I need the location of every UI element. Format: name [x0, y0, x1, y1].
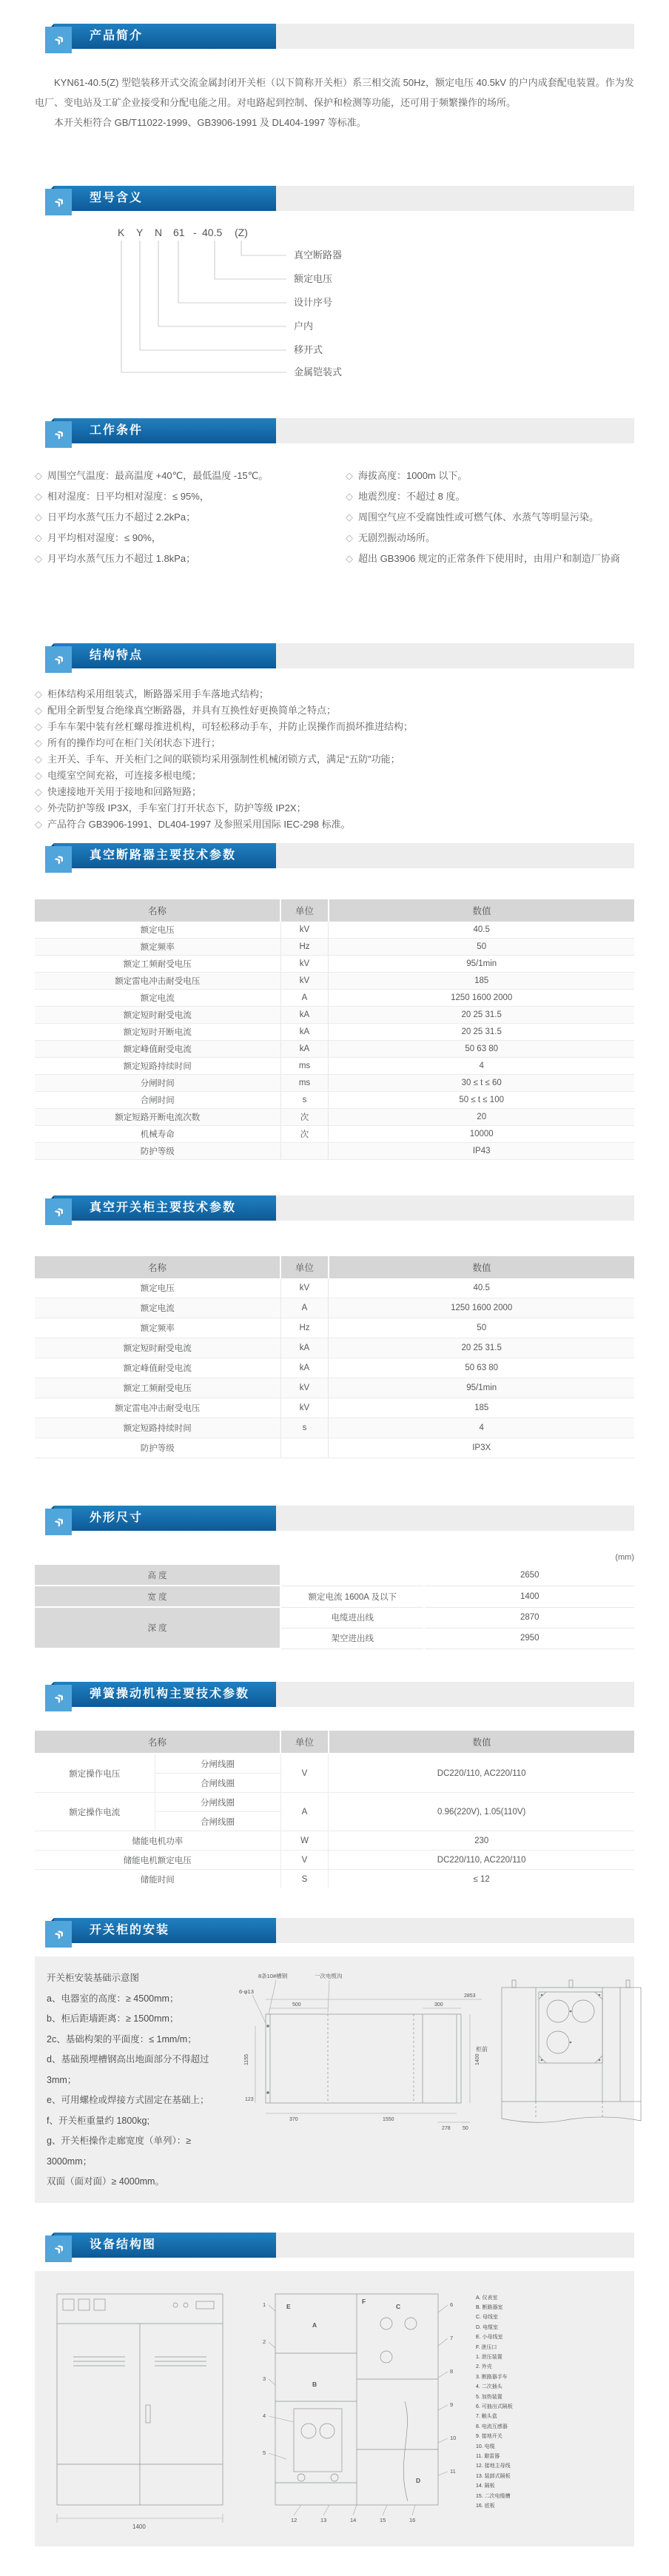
table-header-row	[35, 899, 634, 922]
svg-text:500: 500	[292, 2002, 301, 2008]
section-title-tail	[276, 1918, 634, 1943]
table-row: 额定频率 Hz 50	[35, 939, 634, 956]
table-row: 储能时间 S ≤ 12	[35, 1870, 634, 1889]
legend-item: 4. 二次插头	[476, 2384, 502, 2390]
section-title-bar	[54, 2233, 276, 2258]
svg-text:14: 14	[350, 2516, 357, 2523]
structure-drawing-box	[35, 2271, 634, 2546]
installation-drawings	[238, 1968, 652, 2193]
svg-text:2: 2	[263, 2338, 266, 2345]
svg-text:移开式: 移开式	[294, 344, 323, 355]
installation-note: g、开关柜操作走廊宽度（单列）：≥ 3000mm；	[47, 2136, 192, 2167]
table-row: 防护等级 IP43	[35, 1143, 634, 1160]
section-callout-numbers	[263, 2301, 456, 2523]
condition-item: ◇ 海拔高度：1000m 以下。	[346, 466, 634, 486]
section-title-bar	[54, 24, 276, 49]
col-header-unit: 单位	[280, 899, 329, 922]
breaker-params-table	[35, 899, 634, 1160]
table-row: 高 度 2650	[35, 1565, 634, 1586]
working-conditions	[35, 466, 634, 569]
svg-text:9: 9	[450, 2401, 454, 2408]
fast-forward-arrow-icon: »	[45, 189, 72, 215]
fast-forward-arrow-icon: »	[45, 1921, 72, 1948]
section-title-tail	[276, 2233, 634, 2258]
legend-item: 11. 避雷器	[476, 2454, 500, 2459]
conditions-left-column	[35, 466, 346, 569]
dimensions-table	[35, 1565, 634, 1649]
svg-text:1400: 1400	[475, 2053, 480, 2065]
svg-text:B: B	[312, 2380, 317, 2388]
table-row: 额定峰值耐受电流 kA 50 63 80	[35, 1358, 634, 1378]
table-row: 架空进出线 2950	[35, 1628, 634, 1648]
compartment-letters	[286, 2298, 420, 2484]
table-row: 防护等级 IP3X	[35, 1438, 634, 1458]
model-designation-diagram	[64, 220, 449, 381]
fast-forward-arrow-icon: »	[45, 2235, 72, 2262]
cabinet-section-view-drawing	[242, 2283, 476, 2535]
legend-item: 8. 电流互感器	[476, 2424, 508, 2429]
svg-text:2853: 2853	[464, 1993, 476, 1999]
section-title: 开关柜的安装	[90, 1924, 170, 1936]
condition-item: ◇ 相对湿度：日平均相对湿度：≤ 95%，	[35, 486, 346, 507]
svg-text:C: C	[396, 2302, 401, 2310]
section-title: 真空断路器主要技术参数	[90, 849, 237, 862]
legend-item: 6. 可抽出式隔板	[476, 2404, 513, 2409]
section-title: 工作条件	[90, 424, 144, 437]
svg-text:370: 370	[289, 2117, 298, 2122]
intro-paragraph-2: 本开关柜符合 GB/T11022-1999、GB3906-1991 及 DL404-1997 等标准。	[54, 117, 366, 128]
section-title-tail	[276, 1195, 634, 1221]
legend-item: 15. 二次电缆槽	[476, 2493, 511, 2499]
conditions-right-column	[346, 466, 634, 569]
cabinet-front-view-drawing	[44, 2283, 242, 2535]
table-row: 额定短时开断电流 kA 20 25 31.5	[35, 1024, 634, 1041]
table-row: 额定工频耐受电压 kV 95/1min	[35, 956, 634, 973]
dim-label: 宽 度	[35, 1586, 280, 1607]
table-row: 额定短路开断电流次数 次 20	[35, 1109, 634, 1126]
spring-mechanism-table	[35, 1731, 634, 1888]
installation-note: 2c、基础构架的平面度：≤ 1mm/m；	[47, 2033, 197, 2045]
svg-text:300: 300	[434, 2002, 443, 2008]
section-header-structure	[35, 2230, 634, 2262]
table-row: 额定工频耐受电压 kV 95/1min	[35, 1378, 634, 1398]
table-row: 额定雷电冲击耐受电压 kV 185	[35, 973, 634, 990]
fast-forward-arrow-icon: »	[45, 27, 72, 53]
table-row: 机械寿命 次 10000	[35, 1126, 634, 1143]
fast-forward-arrow-icon: »	[45, 646, 72, 673]
col-header-value: 数值	[329, 1731, 634, 1754]
table-row: 合闸线圈	[35, 1774, 634, 1793]
table-row: 宽 度 额定电流 1600A 及以下 1400	[35, 1586, 634, 1607]
svg-text:4: 4	[263, 2412, 266, 2419]
section-title: 真空开关柜主要技术参数	[90, 1201, 237, 1214]
feature-item: ◇ 手车车架中装有丝杠螺母推进机构，可轻松移动手车，并防止误操作而损坏推进结构；	[35, 719, 634, 735]
svg-text:设计序号: 设计序号	[294, 297, 333, 308]
table-row: 额定电流 A 1250 1600 2000	[35, 990, 634, 1007]
feature-item: ◇ 配用全新型复合绝缘真空断路器，并具有互换性好更换简单之特点；	[35, 702, 634, 719]
condition-item: ◇ 地震烈度：不超过 8 度。	[346, 486, 634, 507]
section-header-model	[35, 183, 634, 215]
svg-text:1155: 1155	[244, 2053, 249, 2065]
condition-item: ◇ 无剧烈振动场所。	[346, 528, 634, 549]
feature-item: ◇ 主开关、手车、开关柜门之间的联锁均采用强制性机械闭锁方式，满足“五防”功能；	[35, 751, 634, 768]
table-row: 额定操作电流 分闸线圈 A 0.96(220V), 1.05(110V)	[35, 1793, 634, 1812]
col-header-unit: 单位	[280, 1256, 329, 1278]
section-title-bar	[54, 643, 276, 668]
installation-notes-title: 开关柜安装基础示意图	[47, 1973, 140, 1983]
svg-text:5: 5	[263, 2449, 266, 2456]
legend-item: 13. 装卸式隔板	[476, 2473, 511, 2479]
installation-note: d、基础预埋槽钢高出地面部分不得超过 3mm；	[47, 2054, 209, 2085]
section-title-bar	[54, 1682, 276, 1707]
condition-item: ◇ 月平均相对湿度：≤ 90%，	[35, 528, 346, 549]
legend-item: F. 泄压口	[476, 2344, 497, 2350]
table-header-row	[35, 1731, 634, 1754]
svg-text:E: E	[286, 2302, 291, 2310]
section-title: 弹簧操动机构主要技术参数	[90, 1688, 250, 1700]
section-title-bar	[54, 1195, 276, 1221]
table-row: 合闸线圈	[35, 1812, 634, 1831]
section-header-features	[35, 640, 634, 673]
legend-item: 10. 电缆	[476, 2443, 495, 2449]
table-header-row	[35, 1256, 634, 1278]
installation-drawing-box	[35, 1956, 634, 2203]
col-header-value: 数值	[329, 1256, 634, 1278]
svg-text:户内: 户内	[294, 321, 314, 332]
legend-item: 2. 外壳	[476, 2364, 492, 2370]
cabinet-params-table	[35, 1256, 634, 1458]
svg-text:N: N	[155, 227, 163, 238]
svg-text:12: 12	[291, 2516, 297, 2523]
model-leader-lines	[121, 241, 286, 372]
svg-text:3: 3	[263, 2375, 266, 2382]
front-width-dimension: 1400	[132, 2523, 146, 2530]
condition-item: ◇ 日平均水蒸气压力不超过 2.2kPa；	[35, 507, 346, 528]
legend-item: 1. 泄压装置	[476, 2354, 502, 2360]
installation-notes	[47, 1968, 238, 2193]
feature-item: ◇ 外壳防护等级 IP3X，手车室门打开状态下，防护等级 IP2X；	[35, 800, 634, 816]
section-title-tail	[276, 843, 634, 868]
section-title: 设备结构图	[90, 2238, 157, 2251]
section-header-dimensions	[35, 1503, 634, 1535]
svg-text:一次电缆沟: 一次电缆沟	[315, 1973, 343, 1979]
section-header-cabinet-params	[35, 1193, 634, 1225]
svg-text:-: -	[193, 227, 197, 238]
legend-item: 12. 接地主母线	[476, 2463, 511, 2469]
svg-text:6-φ13: 6-φ13	[239, 1988, 254, 1995]
legend-item: 14. 隔板	[476, 2483, 495, 2489]
svg-text:6: 6	[450, 2301, 454, 2308]
table-row: 额定峰值耐受电流 kA 50 63 80	[35, 1041, 634, 1058]
svg-text:10: 10	[450, 2434, 457, 2441]
structure-features-list	[35, 686, 634, 833]
section-title-tail	[276, 1682, 634, 1707]
intro-paragraph-1: KYN61-40.5(Z) 型铠装移开式交流金属封闭开关柜（以下简称开关柜）系三相交流 50Hz，额定电压 40.5kV 的户内成套配电装置。作为发电厂、变电站及工矿企业接受和分配电能之用。对电路起到控制、保护和检测等功能，还可用于频繁操作的场所。	[35, 77, 634, 108]
table-row: 额定短路持续时间 ms 4	[35, 1058, 634, 1075]
table-row: 额定短路持续时间 s 4	[35, 1418, 634, 1438]
installation-note: b、柜后距墙距离：≥ 1500mm；	[47, 2013, 179, 2024]
section-title: 产品简介	[90, 30, 144, 42]
section-title-bar	[54, 186, 276, 211]
svg-text:1: 1	[263, 2301, 266, 2308]
legend-item: 3. 断路器手车	[476, 2374, 508, 2380]
svg-text:(Z): (Z)	[235, 227, 248, 238]
fast-forward-arrow-icon: »	[45, 1685, 72, 1711]
svg-text:8条10#槽钢: 8条10#槽钢	[258, 1973, 288, 1979]
feature-item: ◇ 电缆室空间充裕，可连接多根电缆；	[35, 768, 634, 784]
table-row: 额定操作电压 分闸线圈 V DC220/110, AC220/110	[35, 1754, 634, 1774]
svg-text:K: K	[118, 227, 125, 238]
table-row: 额定雷电冲击耐受电压 kV 185	[35, 1398, 634, 1418]
svg-text:278: 278	[442, 2126, 451, 2131]
feature-item: ◇ 柜体结构采用组装式，断路器采用手车落地式结构；	[35, 686, 634, 702]
table-row: 额定电压 kV 40.5	[35, 1278, 634, 1298]
installation-note: e、可用螺栓或焊接方式固定在基础上；	[47, 2095, 209, 2105]
svg-text:D: D	[416, 2476, 421, 2484]
table-row: 储能电机功率 W 230	[35, 1831, 634, 1851]
section-title: 外形尺寸	[90, 1512, 144, 1524]
svg-text:123: 123	[245, 2097, 254, 2102]
table-row: 深 度 电缆进出线 2870	[35, 1607, 634, 1628]
svg-text:61: 61	[173, 227, 185, 238]
col-header-name: 名称	[35, 1256, 280, 1278]
model-code-tokens	[118, 227, 248, 238]
section-title-tail	[276, 1506, 634, 1531]
legend-item: D. 电缆室	[476, 2324, 498, 2330]
svg-text:11: 11	[450, 2467, 456, 2475]
svg-text:15: 15	[380, 2516, 386, 2523]
svg-text:50: 50	[463, 2126, 468, 2131]
dim-label: 深 度	[35, 1607, 280, 1648]
section-header-conditions	[35, 415, 634, 448]
section-title-tail	[276, 186, 634, 211]
fast-forward-arrow-icon: »	[45, 1198, 72, 1225]
section-title: 结构特点	[90, 649, 144, 662]
parts-legend	[476, 2293, 522, 2512]
svg-text:8: 8	[450, 2367, 454, 2375]
intro-paragraphs	[35, 73, 634, 133]
condition-item: ◇ 周围空气温度：最高温度 +40℃，最低温度 -15℃。	[35, 466, 346, 486]
svg-text:Y: Y	[136, 227, 144, 238]
fast-forward-arrow-icon: »	[45, 1509, 72, 1535]
table-row: 储能电机额定电压 V DC220/110, AC220/110	[35, 1851, 634, 1870]
legend-item: B. 断路器室	[476, 2304, 503, 2310]
table-row: 合闸时间 s 50 ≤ t ≤ 100	[35, 1092, 634, 1109]
svg-text:7: 7	[450, 2334, 454, 2341]
installation-note: f、开关柜重量约 1800kg;	[47, 2115, 149, 2126]
condition-item: ◇ 周围空气应不受腐蚀性或可燃气体、水蒸气等明显污染。	[346, 507, 634, 528]
col-header-name: 名称	[35, 1731, 280, 1754]
fast-forward-arrow-icon: »	[45, 846, 72, 873]
col-header-name: 名称	[35, 899, 280, 922]
col-header-value: 数值	[329, 899, 634, 922]
section-title-bar	[54, 1506, 276, 1531]
section-header-spring-params	[35, 1679, 634, 1711]
table-row: 额定短时耐受电流 kA 20 25 31.5	[35, 1338, 634, 1358]
installation-note: 双面（面对面）≥ 4000mm。	[47, 2176, 164, 2187]
svg-text:13: 13	[320, 2516, 327, 2523]
section-title-bar	[54, 1918, 276, 1943]
svg-text:金属铠装式: 金属铠装式	[294, 366, 343, 378]
plan-outline	[266, 2014, 461, 2103]
dim-label: 高 度	[35, 1565, 280, 1586]
cabinet-top-view-drawing	[493, 1968, 652, 2133]
legend-item: E. 小母线室	[476, 2335, 503, 2341]
legend-item: C. 母线室	[476, 2315, 498, 2321]
table-row: 额定频率 Hz 50	[35, 1318, 634, 1338]
feature-item: ◇ 快速接地开关用于接地和回路短路；	[35, 784, 634, 800]
section-header-intro	[35, 21, 634, 53]
section-title: 型号含义	[90, 192, 144, 204]
legend-item: 9. 接地开关	[476, 2434, 502, 2440]
section-title-tail	[276, 418, 634, 443]
svg-text:A: A	[312, 2321, 317, 2329]
feature-item: ◇ 所有的操作均可在柜门关闭状态下进行；	[35, 735, 634, 751]
svg-text:40.5: 40.5	[202, 227, 223, 238]
section-title-tail	[276, 24, 634, 49]
model-labels	[294, 249, 342, 378]
table-row: 额定电压 kV 40.5	[35, 922, 634, 939]
section-title-bar	[54, 418, 276, 443]
svg-text:柜前: 柜前	[476, 2046, 488, 2053]
table-row: 分闸时间 ms 30 ≤ t ≤ 60	[35, 1075, 634, 1092]
unit-note: (mm)	[615, 1553, 634, 1562]
legend-item: 7. 触头盒	[476, 2414, 497, 2420]
svg-text:额定电压: 额定电压	[294, 273, 333, 284]
legend-item: A. 仪表室	[476, 2295, 498, 2301]
legend-item: 5. 加热装置	[476, 2394, 502, 2400]
feature-item: ◇ 产品符合 GB3906-1991、DL404-1997 及参照采用国际 IEC-298 标准。	[35, 816, 634, 833]
installation-note: a、电器室的高度：≥ 4500mm；	[47, 1993, 179, 2004]
svg-text:1550: 1550	[383, 2117, 394, 2122]
table-row: 额定短时耐受电流 kA 20 25 31.5	[35, 1007, 634, 1024]
section-header-installation	[35, 1915, 634, 1948]
section-title-tail	[276, 643, 634, 668]
legend-item: 16. 底板	[476, 2503, 495, 2509]
foundation-plan-drawing	[238, 1968, 493, 2133]
condition-item: ◇ 超出 GB3906 规定的正常条件下使用时，由用户和制造厂协商	[346, 549, 634, 569]
fast-forward-arrow-icon: »	[45, 421, 72, 448]
condition-item: ◇ 月平均水蒸气压力不超过 1.8kPa；	[35, 549, 346, 569]
svg-text:F: F	[362, 2297, 366, 2305]
col-header-unit: 单位	[280, 1731, 329, 1754]
section-title-bar	[54, 843, 276, 868]
svg-text:真空断路器: 真空断路器	[294, 249, 343, 261]
section-header-breaker-params	[35, 840, 634, 873]
table-row: 额定电流 A 1250 1600 2000	[35, 1298, 634, 1318]
svg-text:16: 16	[409, 2516, 416, 2523]
